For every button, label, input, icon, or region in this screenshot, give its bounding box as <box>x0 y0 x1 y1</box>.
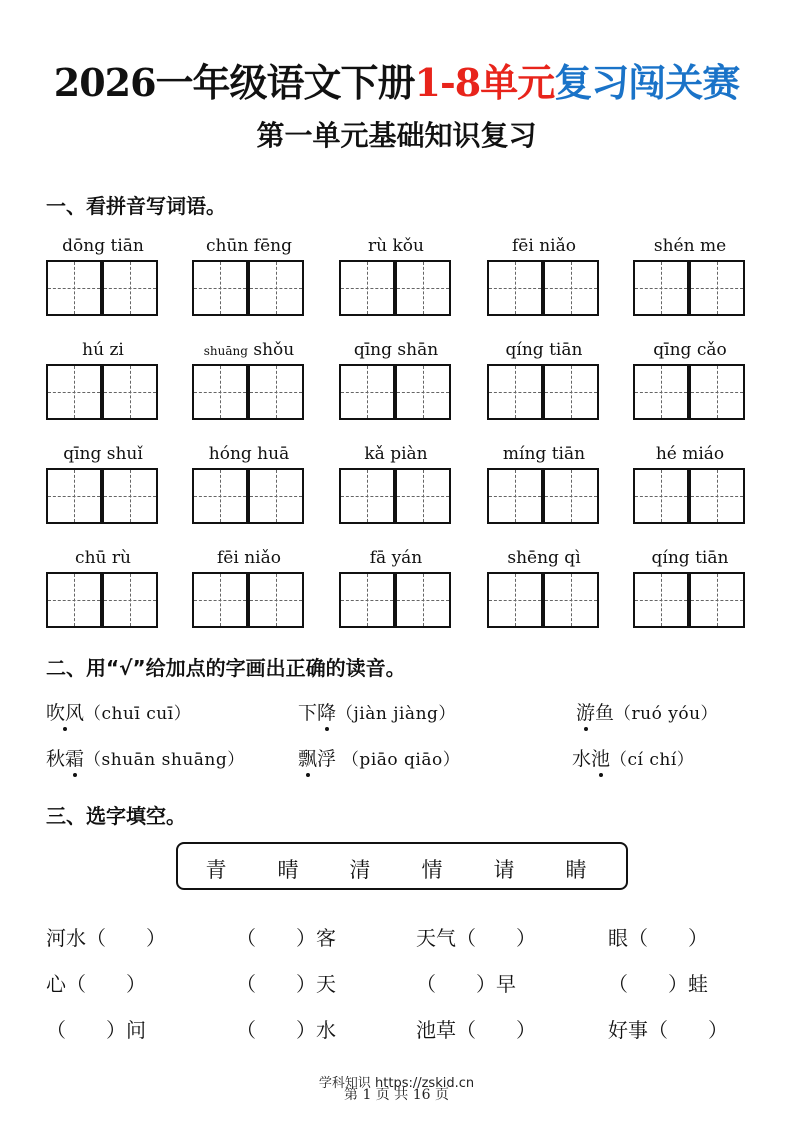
title-part-2: 1-8单元 <box>414 60 555 105</box>
reading-item[interactable] <box>46 744 245 771</box>
writing-cell[interactable] <box>633 364 689 420</box>
writing-cell[interactable] <box>487 364 543 420</box>
footer-page-number: 第 1 页 共 16 页 <box>344 1087 449 1103</box>
reading-reading: （ruó yóu） <box>614 704 719 724</box>
reading-item[interactable] <box>572 744 694 771</box>
pinyin-label: rù kǒu <box>368 236 424 256</box>
pinyin-label: shén me <box>653 236 727 256</box>
writing-cell[interactable] <box>102 364 158 420</box>
writing-cell[interactable] <box>192 572 248 628</box>
fill-blank-item[interactable]: （ ）水 <box>236 1018 336 1042</box>
fill-blank-item[interactable]: （ ）蛙 <box>608 972 708 996</box>
choice-char: 睛 <box>565 858 587 882</box>
writing-cell[interactable] <box>689 260 745 316</box>
pinyin-label: qíng tiān <box>505 340 583 360</box>
fill-blank-item[interactable]: （ ）天 <box>236 972 336 996</box>
pinyin-label: qīng shuǐ <box>63 444 143 464</box>
reading-dot: 池 <box>591 748 611 770</box>
fill-blank-item[interactable]: （ ）客 <box>236 926 336 950</box>
footer-watermark: 学科知识 https://zskid.cn <box>318 1076 475 1091</box>
fill-blank-item[interactable]: 好事（ ） <box>608 1018 728 1042</box>
writing-cell[interactable] <box>102 468 158 524</box>
pinyin-label: hé miáo <box>655 444 725 464</box>
choice-char: 请 <box>493 858 515 882</box>
title-part-1: 2026一年级语文下册 <box>53 60 415 105</box>
reading-dot: 游 <box>576 702 596 724</box>
fill-blank-item[interactable]: （ ）早 <box>416 972 516 996</box>
pinyin-label: hú zi <box>82 340 124 360</box>
reading-pre: 下 <box>298 702 318 724</box>
writing-cell[interactable] <box>395 468 451 524</box>
reading-pre: 秋 <box>46 748 66 770</box>
fill-blank-item[interactable]: （ ）问 <box>46 1018 146 1042</box>
reading-reading: （cí chí） <box>610 750 695 770</box>
writing-cell[interactable] <box>633 572 689 628</box>
writing-cell[interactable] <box>543 468 599 524</box>
pinyin-label: hóng huā <box>208 444 290 464</box>
writing-cell[interactable] <box>689 468 745 524</box>
writing-cell[interactable] <box>248 260 304 316</box>
reading-item[interactable] <box>576 698 718 725</box>
reading-dot: 降 <box>317 702 337 724</box>
writing-cell[interactable] <box>339 364 395 420</box>
choice-char: 情 <box>421 858 443 882</box>
section2-heading: 二、用“√”给加点的字画出正确的读音。 <box>46 656 406 680</box>
pinyin-label: qīng shān <box>353 340 439 360</box>
pinyin-label: shēng qì <box>507 548 581 568</box>
pinyin-label: dōng tiān <box>62 236 144 256</box>
writing-cell[interactable] <box>395 260 451 316</box>
pinyin-label: fā yán <box>369 548 423 568</box>
reading-dot: 霜 <box>65 748 85 770</box>
pinyin-label: kǎ piàn <box>364 444 428 464</box>
reading-pre: 水 <box>572 748 592 770</box>
pinyin-label: fēi niǎo <box>217 548 281 568</box>
writing-cell[interactable] <box>543 364 599 420</box>
reading-reading: （chuī cuī） <box>84 704 192 724</box>
writing-cell[interactable] <box>633 260 689 316</box>
choice-char: 清 <box>349 858 371 882</box>
reading-item[interactable] <box>46 698 191 725</box>
writing-cell[interactable] <box>339 260 395 316</box>
writing-cell[interactable] <box>395 572 451 628</box>
fill-blank-item[interactable]: 天气（ ） <box>416 926 536 950</box>
title-part-3: 复习闯关赛 <box>554 60 740 105</box>
writing-cell[interactable] <box>46 572 102 628</box>
writing-cell[interactable] <box>248 572 304 628</box>
writing-cell[interactable] <box>339 468 395 524</box>
writing-cell[interactable] <box>543 572 599 628</box>
reading-item[interactable] <box>298 744 460 771</box>
reading-reading: （jiàn jiàng） <box>336 704 456 724</box>
writing-cell[interactable] <box>102 260 158 316</box>
reading-reading: （piāo qiāo） <box>336 750 461 770</box>
reading-dot: 飘 <box>298 748 318 770</box>
writing-cell[interactable] <box>46 260 102 316</box>
writing-cell[interactable] <box>487 572 543 628</box>
reading-post: 风 <box>65 702 85 724</box>
reading-pre: 吹 <box>46 702 66 724</box>
pinyin-label: chū rù <box>75 548 131 568</box>
page-subtitle: 第一单元基础知识复习 <box>256 119 537 152</box>
reading-reading: （shuān shuāng） <box>84 750 245 770</box>
writing-cell[interactable] <box>689 364 745 420</box>
writing-cell[interactable] <box>487 260 543 316</box>
writing-cell[interactable] <box>395 364 451 420</box>
choice-char: 晴 <box>277 858 299 882</box>
writing-cell[interactable] <box>192 364 248 420</box>
writing-cell[interactable] <box>192 468 248 524</box>
pinyin-label: qīng cǎo <box>653 340 727 360</box>
fill-blank-item[interactable]: 池草（ ） <box>416 1018 536 1042</box>
writing-cell[interactable] <box>248 364 304 420</box>
pinyin-label: fēi niǎo <box>512 236 576 256</box>
reading-post: 浮 <box>317 748 337 770</box>
writing-cell[interactable] <box>46 364 102 420</box>
writing-cell[interactable] <box>102 572 158 628</box>
pinyin-label: qíng tiān <box>651 548 729 568</box>
writing-cell[interactable] <box>339 572 395 628</box>
choice-char: 青 <box>205 858 227 882</box>
fill-blank-item[interactable]: 河水（ ） <box>46 926 166 950</box>
writing-cell[interactable] <box>487 468 543 524</box>
reading-item[interactable] <box>298 698 456 725</box>
section1-heading: 一、看拼音写词语。 <box>46 194 226 218</box>
writing-cell[interactable] <box>543 260 599 316</box>
writing-cell[interactable] <box>192 260 248 316</box>
reading-post: 鱼 <box>595 702 615 724</box>
section3-heading: 三、选字填空。 <box>46 804 186 828</box>
pinyin-label: míng tiān <box>502 444 586 464</box>
writing-cell[interactable] <box>248 468 304 524</box>
pinyin-label: chūn fēng <box>206 236 292 256</box>
page-title <box>0 52 793 107</box>
writing-cell[interactable] <box>689 572 745 628</box>
pinyin-label: shuāng shǒu <box>203 340 295 360</box>
writing-cell[interactable] <box>633 468 689 524</box>
fill-blank-item[interactable]: 眼（ ） <box>608 926 708 950</box>
fill-blank-item[interactable]: 心（ ） <box>46 972 146 996</box>
writing-cell[interactable] <box>46 468 102 524</box>
